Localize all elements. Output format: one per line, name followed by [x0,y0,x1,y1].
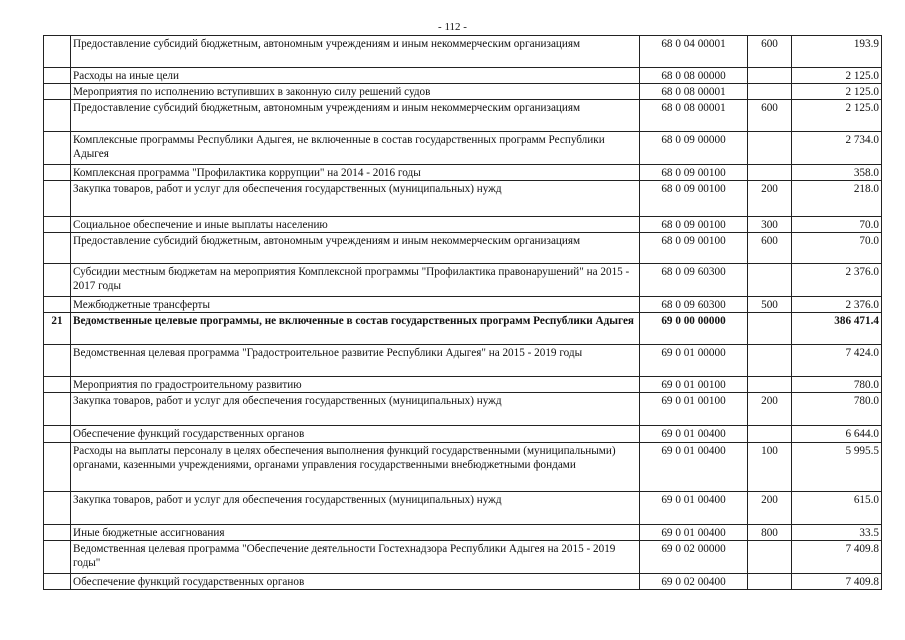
target-code-cell: 68 0 08 00001 [640,100,748,132]
amount-cell: 6 644.0 [792,426,882,443]
table-row [44,165,882,181]
table-row [44,393,882,426]
expense-type-cell: 200 [748,181,792,217]
table-row [44,345,882,377]
table-row [44,100,882,132]
expense-type-cell [748,68,792,84]
table-row [44,36,882,68]
amount-cell: 5 995.5 [792,443,882,492]
row-number-cell [44,84,71,100]
expense-type-cell [748,377,792,393]
table-row [44,132,882,165]
expense-name-cell: Закупка товаров, работ и услуг для обеспечения государственных (муниципальных) нужд [71,492,640,525]
amount-cell: 780.0 [792,377,882,393]
table-row [44,264,882,297]
row-number-cell [44,233,71,264]
amount-cell: 218.0 [792,181,882,217]
target-code-cell: 68 0 09 00100 [640,181,748,217]
row-number-cell [44,264,71,297]
table-row [44,233,882,264]
row-number-cell [44,181,71,217]
expense-type-cell [748,313,792,345]
expense-type-cell [748,541,792,574]
expense-name-cell: Предоставление субсидий бюджетным, автономным учреждениям и иным некоммерческим организациям [71,100,640,132]
target-code-cell: 68 0 04 00001 [640,36,748,68]
budget-table [43,35,882,590]
target-code-cell: 69 0 01 00400 [640,525,748,541]
expense-name-cell: Иные бюджетные ассигнования [71,525,640,541]
expense-name-cell: Мероприятия по градостроительному развитию [71,377,640,393]
page-number: - 112 - [438,21,467,33]
expense-type-cell [748,426,792,443]
expense-name-cell: Ведомственная целевая программа "Градостроительное развитие Республики Адыгея" на 2015 - 2019 годы [71,345,640,377]
table-row [44,541,882,574]
amount-cell: 70.0 [792,233,882,264]
row-number-cell [44,100,71,132]
table-row [44,492,882,525]
target-code-cell: 69 0 00 00000 [640,313,748,345]
table-row [44,313,882,345]
row-number-cell [44,377,71,393]
expense-type-cell [748,84,792,100]
table-row [44,443,882,492]
target-code-cell: 69 0 01 00400 [640,426,748,443]
amount-cell: 70.0 [792,217,882,233]
target-code-cell: 68 0 09 60300 [640,297,748,313]
amount-cell: 358.0 [792,165,882,181]
table-row [44,217,882,233]
row-number-cell [44,345,71,377]
target-code-cell: 68 0 09 00100 [640,165,748,181]
expense-type-cell: 600 [748,100,792,132]
expense-type-cell: 600 [748,233,792,264]
target-code-cell: 68 0 09 00100 [640,217,748,233]
row-number-cell [44,574,71,590]
expense-type-cell [748,264,792,297]
expense-name-cell: Закупка товаров, работ и услуг для обеспечения государственных (муниципальных) нужд [71,181,640,217]
target-code-cell: 69 0 02 00000 [640,541,748,574]
row-number-cell [44,68,71,84]
target-code-cell: 69 0 01 00400 [640,443,748,492]
target-code-cell: 69 0 01 00400 [640,492,748,525]
expense-name-cell: Комплексная программа "Профилактика коррупции" на 2014 - 2016 годы [71,165,640,181]
amount-cell: 33.5 [792,525,882,541]
row-number-cell [44,165,71,181]
expense-type-cell: 200 [748,492,792,525]
expense-name-cell: Комплексные программы Республики Адыгея, не включенные в состав государственных программ Республики Адыгея [71,132,640,165]
row-number-cell [44,36,71,68]
expense-name-cell: Закупка товаров, работ и услуг для обеспечения государственных (муниципальных) нужд [71,393,640,426]
amount-cell: 2 125.0 [792,100,882,132]
expense-name-cell: Мероприятия по исполнению вступивших в законную силу решений судов [71,84,640,100]
row-number-cell [44,443,71,492]
amount-cell: 2 376.0 [792,297,882,313]
expense-type-cell [748,345,792,377]
expense-name-cell: Предоставление субсидий бюджетным, автономным учреждениям и иным некоммерческим организациям [71,233,640,264]
expense-name-cell: Социальное обеспечение и иные выплаты населению [71,217,640,233]
amount-cell: 7 409.8 [792,574,882,590]
row-number-cell [44,217,71,233]
expense-name-cell: Обеспечение функций государственных органов [71,426,640,443]
expense-type-cell: 300 [748,217,792,233]
expense-type-cell: 100 [748,443,792,492]
expense-type-cell: 200 [748,393,792,426]
expense-name-cell: Ведомственная целевая программа "Обеспечение деятельности Гостехнадзора Республики Адыгея на 2015 - 2019 годы" [71,541,640,574]
target-code-cell: 68 0 08 00000 [640,68,748,84]
expense-type-cell: 500 [748,297,792,313]
target-code-cell: 69 0 02 00400 [640,574,748,590]
expense-name-cell: Предоставление субсидий бюджетным, автономным учреждениям и иным некоммерческим организациям [71,36,640,68]
table-row [44,84,882,100]
amount-cell: 193.9 [792,36,882,68]
table-row [44,426,882,443]
target-code-cell: 69 0 01 00000 [640,345,748,377]
row-number-cell [44,393,71,426]
target-code-cell: 69 0 01 00100 [640,393,748,426]
amount-cell: 2 734.0 [792,132,882,165]
amount-cell: 780.0 [792,393,882,426]
expense-type-cell [748,132,792,165]
amount-cell: 2 125.0 [792,84,882,100]
amount-cell: 386 471.4 [792,313,882,345]
expense-name-cell: Обеспечение функций государственных органов [71,574,640,590]
table-row [44,377,882,393]
amount-cell: 2 376.0 [792,264,882,297]
expense-name-cell: Субсидии местным бюджетам на мероприятия Комплексной программы "Профилактика правонарушений" на 2015 - 2017 годы [71,264,640,297]
amount-cell: 7 424.0 [792,345,882,377]
row-number-cell: 21 [44,313,71,345]
expense-type-cell: 600 [748,36,792,68]
table-row [44,525,882,541]
row-number-cell [44,426,71,443]
expense-name-cell: Расходы на иные цели [71,68,640,84]
expense-type-cell [748,165,792,181]
expense-name-cell: Расходы на выплаты персоналу в целях обеспечения выполнения функций государственными (муниципальными) органами, казенными учреждениями, органами управления государственными внебюджетными фондами [71,443,640,492]
row-number-cell [44,541,71,574]
row-number-cell [44,492,71,525]
target-code-cell: 68 0 09 00100 [640,233,748,264]
expense-type-cell [748,574,792,590]
target-code-cell: 69 0 01 00100 [640,377,748,393]
row-number-cell [44,297,71,313]
table-row [44,574,882,590]
expense-name-cell: Межбюджетные трансферты [71,297,640,313]
table-row [44,181,882,217]
expense-type-cell: 800 [748,525,792,541]
target-code-cell: 68 0 09 60300 [640,264,748,297]
expense-name-cell: Ведомственные целевые программы, не включенные в состав государственных программ Республики Адыгея [71,313,640,345]
row-number-cell [44,132,71,165]
budget-table-body [44,36,882,590]
target-code-cell: 68 0 08 00001 [640,84,748,100]
amount-cell: 2 125.0 [792,68,882,84]
amount-cell: 615.0 [792,492,882,525]
amount-cell: 7 409.8 [792,541,882,574]
target-code-cell: 68 0 09 00000 [640,132,748,165]
table-row [44,68,882,84]
table-row [44,297,882,313]
row-number-cell [44,525,71,541]
